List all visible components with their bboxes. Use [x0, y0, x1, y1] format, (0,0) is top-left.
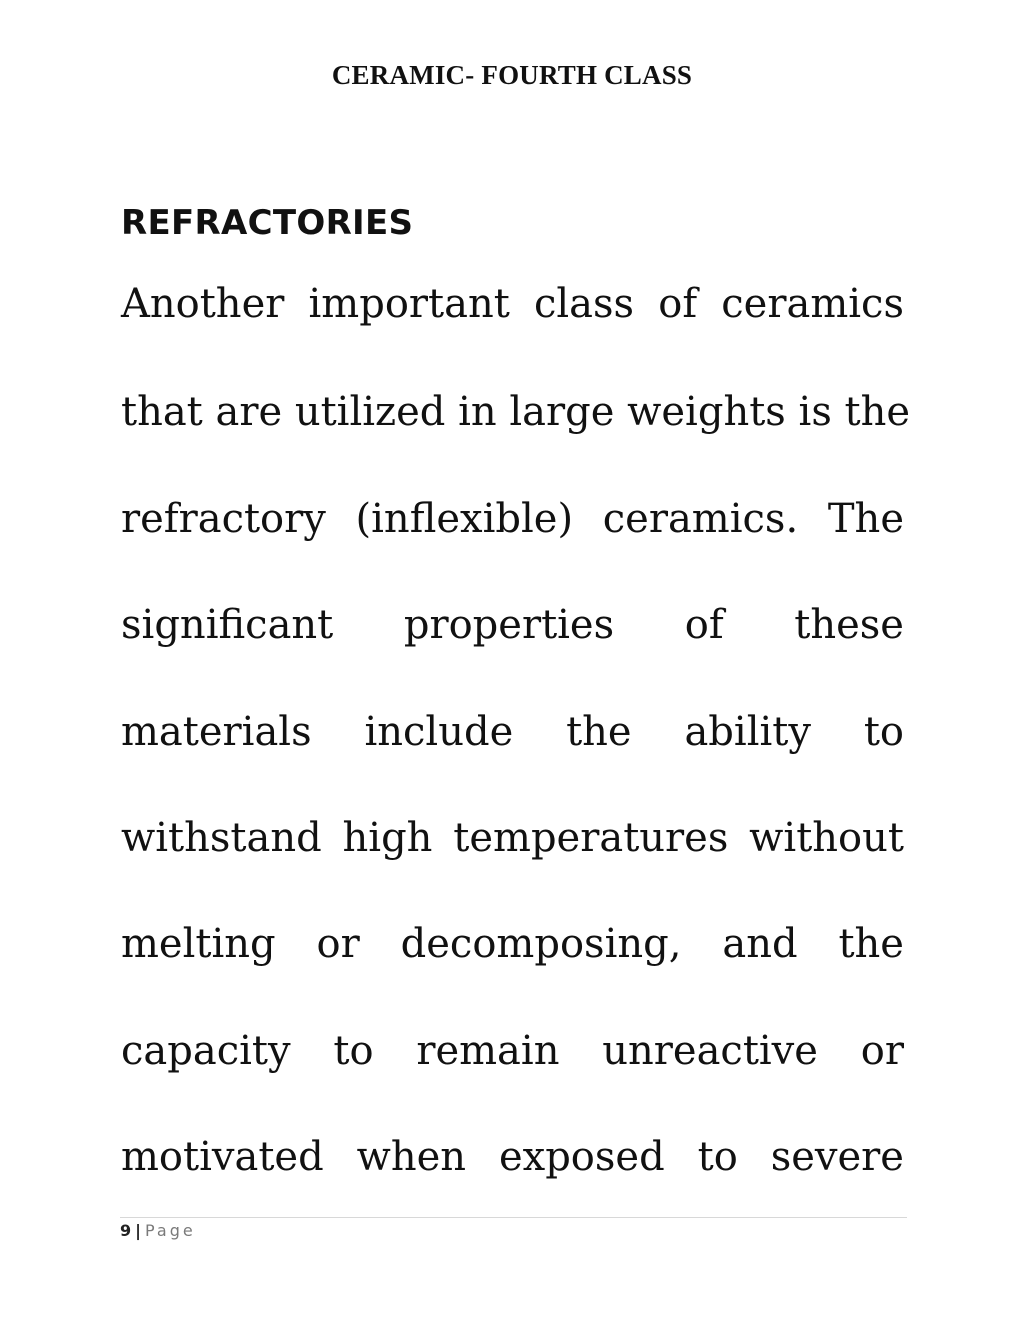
body-word: significant	[121, 602, 334, 648]
body-word: melting	[121, 921, 276, 967]
body-word: the	[566, 709, 632, 755]
body-line	[121, 814, 904, 862]
footer-divider	[120, 1217, 907, 1218]
page-header	[0, 60, 1024, 91]
body-word: without	[749, 815, 904, 861]
body-word: high	[342, 815, 433, 861]
page-label: Page	[144, 1221, 196, 1240]
body-word: or	[860, 1028, 904, 1074]
body-word: The	[827, 496, 904, 542]
body-word: these	[794, 602, 904, 648]
body-word: decomposing,	[400, 921, 682, 967]
section-title: REFRACTORIES	[121, 203, 414, 243]
body-word: refractory	[121, 496, 326, 542]
body-word: to	[863, 709, 904, 755]
body-word: of	[684, 602, 724, 648]
body-word: materials	[121, 709, 312, 755]
body-word: ability	[684, 709, 811, 755]
body-word: remain	[416, 1028, 560, 1074]
body-word: motivated	[121, 1134, 324, 1180]
body-word: severe	[770, 1134, 904, 1180]
body-word: capacity	[121, 1028, 291, 1074]
body-word: ceramics	[721, 281, 904, 327]
body-line	[121, 601, 904, 649]
body-line	[121, 1133, 904, 1181]
header-title: CERAMIC- FOURTH CLASS	[331, 60, 693, 90]
body-word: of	[658, 281, 698, 327]
body-word: important	[308, 281, 510, 327]
body-word: and	[722, 921, 798, 967]
body-word: Another	[121, 281, 285, 327]
body-word: unreactive	[602, 1028, 818, 1074]
body-word: properties	[403, 602, 615, 648]
body-word: to	[697, 1134, 738, 1180]
body-line	[121, 280, 904, 328]
body-word: or	[316, 921, 360, 967]
page-footer	[120, 1221, 196, 1240]
body-word: to	[333, 1028, 374, 1074]
body-word: (inflexible)	[355, 496, 574, 542]
body-line	[121, 495, 904, 543]
body-word: temperatures	[453, 815, 729, 861]
body-word: class	[533, 281, 635, 327]
body-line	[121, 388, 911, 436]
body-line	[121, 1027, 904, 1075]
body-word: include	[364, 709, 514, 755]
body-line	[121, 708, 904, 756]
body-word: that are utilized in large weights is the	[121, 389, 911, 435]
body-word: the	[838, 921, 904, 967]
body-line	[121, 920, 904, 968]
body-word: exposed	[498, 1134, 665, 1180]
body-word: withstand	[121, 815, 322, 861]
page-number: 9	[120, 1221, 132, 1240]
body-word: ceramics.	[602, 496, 799, 542]
footer-separator: |	[135, 1221, 141, 1240]
body-word: when	[356, 1134, 467, 1180]
